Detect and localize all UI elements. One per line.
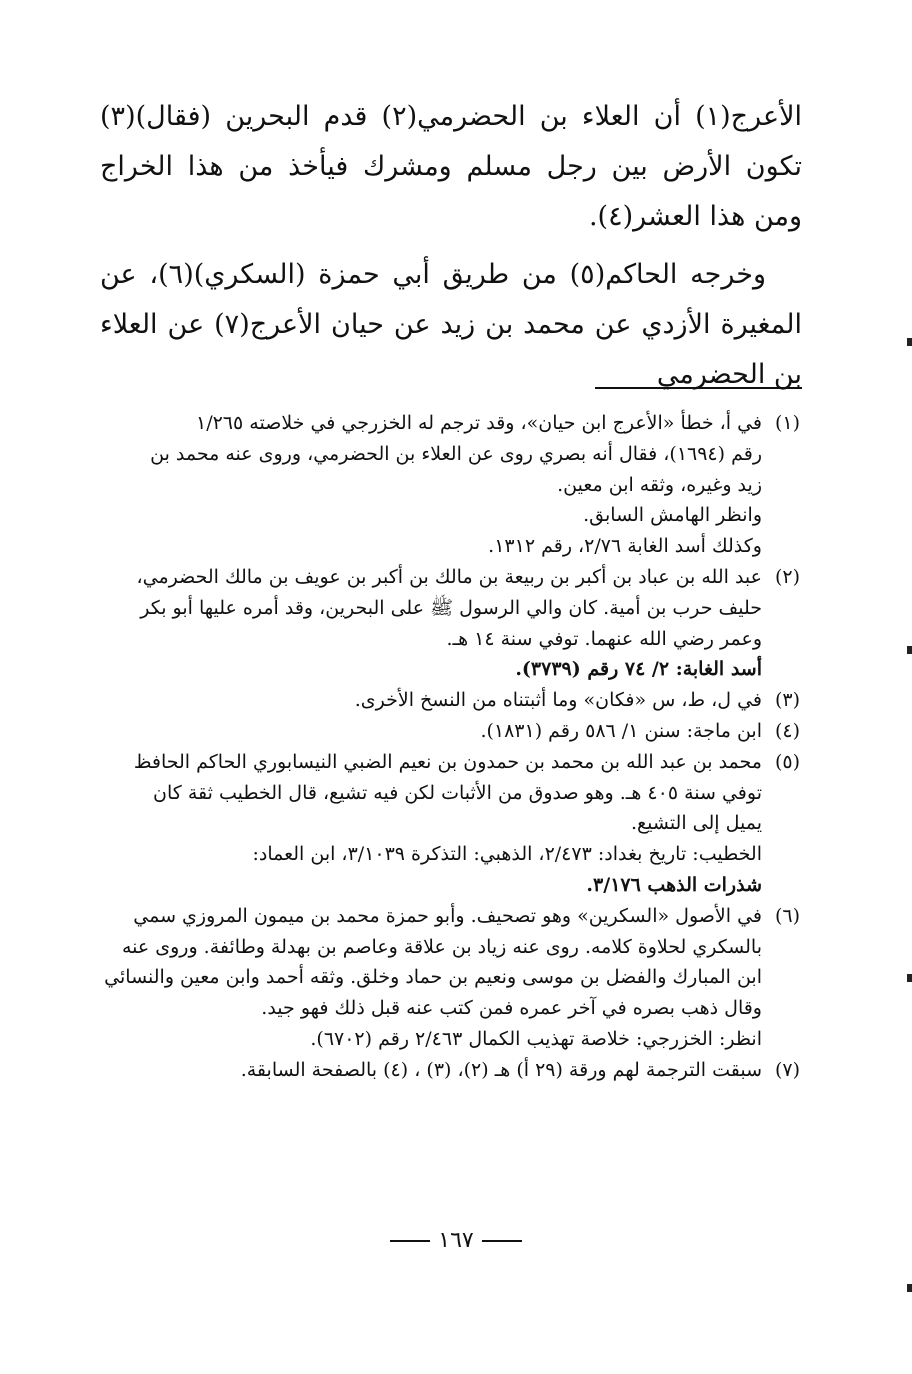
page-number-text: ١٦٧ [438, 1228, 474, 1253]
footnote-2 [96, 562, 800, 685]
footnote-line: حليف حرب بن أمية. كان والي الرسول ﷺ على البحرين، وقد أمره عليها أبو بكر [140, 596, 762, 619]
footnote-line: في أ، خطأ «الأعرج ابن حيان»، وقد ترجم له الخزرجي في خلاصته ١/٢٦٥ [196, 412, 762, 434]
page-number-dash [390, 1240, 430, 1242]
footnote-number: (٤) [774, 719, 800, 742]
footnote-number: (٦) [774, 904, 800, 927]
footnotes [96, 408, 800, 1086]
footnote-line: محمد بن عبد الله بن محمد بن حمدون بن نعيم الضبي النيسابوري الحاكم الحافظ [133, 750, 762, 773]
footnote-separator [595, 387, 802, 389]
footnote-line: الخطيب: تاريخ بغداد: ٢/٤٧٣، الذهبي: التذكرة ٣/١٠٣٩، ابن العماد: [252, 843, 762, 866]
footnote-line: رقم (١٦٩٤)، فقال أنه بصري روى عن العلاء بن الحضرمي، وروى عنه محمد بن [150, 442, 762, 465]
footnote-line: يميل إلى التشيع. [630, 812, 762, 835]
footnote-6 [96, 901, 800, 1055]
footnote-line: وقال ذهب بصره في آخر عمره فمن كتب عنه قبل ذلك فهو جيد. [261, 997, 762, 1020]
paragraph-1: الأعرج(١) أن العلاء بن الحضرمي(٢) قدم البحرين (فقال)(٣) تكون الأرض بين رجل مسلم ومشرك فيأخذ من هذا الخراج ومن هذا العشر(٤). [100, 101, 803, 232]
footnote-line: ابن المبارك والفضل بن موسى ونعيم بن حماد وخلق. وثقه أحمد وابن معين والنسائي [104, 966, 762, 989]
footnote-line: ابن ماجة: سنن ١/ ٥٨٦ رقم (١٨٣١). [480, 719, 762, 742]
footnote-4 [96, 716, 800, 747]
scan-edge-mark [907, 338, 912, 346]
scan-edge-mark [907, 646, 912, 654]
page-number [0, 1228, 912, 1253]
footnote-line: بالسكري لحلاوة كلامه. روى عنه زياد بن علاقة وعاصم بن بهدلة وطائفة. وروى عنه [121, 935, 762, 958]
main-text [100, 92, 802, 400]
page-number-dash [482, 1240, 522, 1242]
footnote-number: (٣) [774, 689, 800, 712]
scan-edge-mark [907, 974, 912, 982]
footnote-line: وعمر رضي الله عنهما. توفي سنة ١٤ هـ. [446, 627, 762, 650]
footnote-line: في ل، ط، س «فكان» وما أثبتناه من النسخ الأخرى. [354, 689, 762, 712]
footnote-line: شذرات الذهب ٣/١٧٦. [586, 873, 762, 896]
footnote-line: عبد الله بن عباد بن أكبر بن ربيعة بن مالك بن أكبر بن عويف بن مالك الحضرمي، [136, 565, 762, 588]
footnote-line: انظر: الخزرجي: خلاصة تهذيب الكمال ٢/٤٦٣ رقم (٦٧٠٢). [310, 1027, 762, 1050]
footnote-number: (٧) [774, 1058, 800, 1081]
footnote-number: (١) [774, 412, 800, 434]
footnote-line: توفي سنة ٤٠٥ هـ. وهو صدوق من الأثبات لكن فيه تشيع، قال الخطيب ثقة كان [153, 781, 762, 804]
paragraph-2: وخرجه الحاكم(٥) من طريق أبي حمزة (السكري)(٦)، عن المغيرة الأزدي عن محمد بن زيد عن حيان الأعرج(٧) عن العلاء بن الحضرمي [100, 259, 803, 390]
footnote-7 [96, 1055, 800, 1086]
footnote-number: (٥) [774, 750, 800, 773]
scan-edge-mark [907, 1284, 912, 1292]
footnote-3 [96, 685, 800, 716]
footnote-line: وانظر الهامش السابق. [583, 504, 762, 527]
footnote-line: زيد وغيره، وثقه ابن معين. [557, 473, 762, 496]
footnote-1 [96, 408, 800, 562]
footnote-number: (٢) [774, 565, 800, 588]
footnote-5 [96, 747, 800, 901]
footnote-line: سبقت الترجمة لهم ورقة (٢٩ أ) هـ (٢)، (٣) ، (٤) بالصفحة السابقة. [240, 1058, 762, 1081]
footnote-line: في الأصول «السكرين» وهو تصحيف. وأبو حمزة محمد بن ميمون المروزي سمي [133, 904, 762, 927]
footnote-line: وكذلك أسد الغابة ٢/٧٦، رقم ١٣١٢. [488, 535, 762, 558]
footnote-line: أسد الغابة: ٢/ ٧٤ رقم (٣٧٣٩). [515, 658, 762, 681]
